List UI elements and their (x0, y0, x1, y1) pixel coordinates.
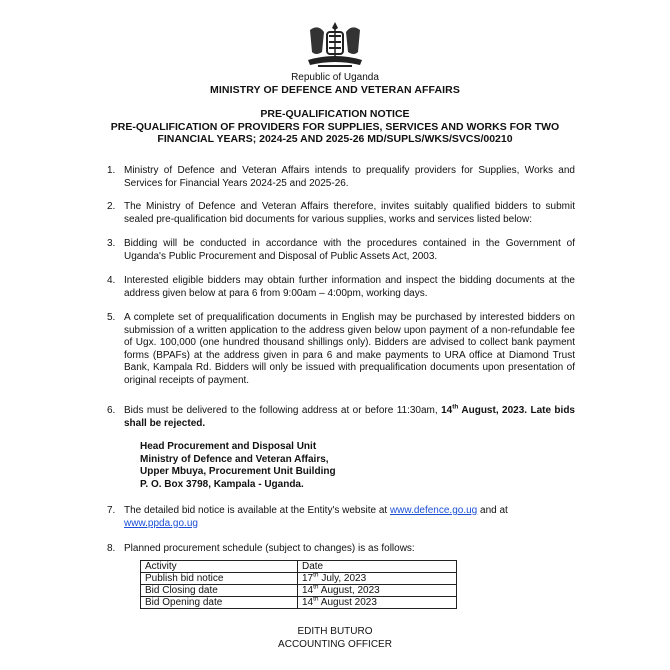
ppda-website-link[interactable]: www.ppda.go.ug (124, 517, 198, 529)
notice-title-line-1: PRE-QUALIFICATION NOTICE (260, 108, 410, 120)
deadline-day-suffix: th (452, 403, 459, 411)
item-text: Bidding will be conducted in accordance with the procedures contained in the Government of Uganda's Public Procurement and Disposal of Public Assets Act, 2003. (124, 238, 575, 262)
item-text (124, 405, 575, 430)
item-number: 6. (107, 405, 116, 416)
date-cell (298, 573, 457, 585)
date-day: 14 (302, 597, 314, 608)
signature-block (0, 626, 670, 651)
item-text: The Ministry of Defence and Veteran Affairs therefore, invites suitably qualified bidders to submit sealed pre-qualification bid documents for various supplies, works and services listed below: (124, 201, 575, 225)
column-header: Activity (141, 561, 298, 573)
list-item (100, 505, 575, 530)
delivery-address (140, 441, 336, 491)
list-item (100, 405, 575, 430)
date-suffix: th (313, 583, 319, 591)
date-suffix: th (313, 571, 319, 579)
item-text: A complete set of prequalification documents in English may be purchased by interested bidders on submission of a written application to the address given below upon payment of a non-refundable fee of Ugx. 100,000 (one hundred thousand shillings only). Bidders are advised to collect bank payment forms (BPAFs) at the address given in para 6 and make payments to URA office at Diamond Trust Bank, Kampala Rd. Bidders will only be issued with prequalification documents upon presentation of original receipts of payment. (124, 312, 575, 386)
notice-title-line-3: FINANCIAL YEARS; 2024-25 AND 2025-26 MD/SUPLS/WKS/SVCS/00210 (157, 133, 513, 145)
signatory-title: ACCOUNTING OFFICER (278, 638, 392, 650)
activity-cell: Bid Closing date (141, 585, 298, 597)
list-item (100, 201, 575, 226)
list-item (100, 275, 575, 300)
item-number: 1. (107, 165, 116, 176)
date-rest: August, 2023 (318, 585, 380, 596)
table-row (141, 573, 457, 585)
defence-website-link[interactable]: www.defence.go.ug (389, 505, 478, 516)
notice-title (110, 108, 560, 146)
table-header-row (141, 561, 457, 573)
date-day: 14 (302, 585, 314, 596)
date-rest: August 2023 (318, 597, 377, 608)
item-text-part: Bids must be delivered to the following address at or before 11:30am, (124, 405, 442, 416)
item-number: 7. (107, 505, 116, 516)
item-number: 5. (107, 312, 116, 323)
date-day: 17 (302, 573, 314, 584)
address-line: Upper Mbuya, Procurement Unit Building (140, 466, 336, 477)
date-cell (298, 597, 457, 609)
address-line: P. O. Box 3798, Kampala - Uganda. (140, 478, 304, 490)
table-row (141, 585, 457, 597)
item-number: 4. (107, 275, 116, 286)
activity-cell: Bid Opening date (141, 597, 298, 609)
activity-cell: Publish bid notice (141, 573, 298, 585)
republic-line: Republic of Uganda (291, 72, 379, 83)
item-number: 2. (107, 201, 116, 212)
list-item (100, 238, 575, 263)
date-rest: July, 2023 (318, 573, 367, 584)
item-number: 3. (107, 238, 116, 249)
procurement-schedule-table (140, 560, 457, 609)
deadline-rest: August, 2023. Late bids shall be rejected. (124, 405, 575, 429)
table-row (141, 597, 457, 609)
ministry-line: MINISTRY OF DEFENCE AND VETERAN AFFAIRS (210, 84, 460, 96)
column-header: Date (298, 561, 457, 573)
notice-title-line-2: PRE-QUALIFICATION OF PROVIDERS FOR SUPPLIES, SERVICES AND WORKS FOR TWO (110, 120, 560, 133)
item-text-part: and at (477, 505, 508, 516)
item-text: Ministry of Defence and Veteran Affairs intends to prequalify providers for Supplies, Works and Services for Financial Years 2024-25 and 2025-26. (124, 165, 575, 189)
item-text: Planned procurement schedule (subject to changes) is as follows: (124, 543, 415, 554)
list-item (100, 165, 575, 190)
signatory-name: EDITH BUTURO (297, 626, 373, 637)
address-line: Head Procurement and Disposal Unit (140, 441, 317, 452)
date-suffix: th (313, 595, 319, 603)
item-number: 8. (107, 543, 116, 554)
item-text-part: The detailed bid notice is available at the Entity's website at (124, 505, 390, 516)
item-text: Interested eligible bidders may obtain further information and inspect the bidding documents at the address given below at para 6 from 9:00am – 4:00pm, working days. (124, 275, 575, 299)
uganda-coat-of-arms-icon (300, 20, 370, 72)
deadline-day: 14 (441, 405, 453, 416)
list-item (100, 543, 575, 556)
letter-header (0, 72, 670, 96)
address-line: Ministry of Defence and Veteran Affairs, (140, 453, 329, 465)
date-cell (298, 585, 457, 597)
item-text (124, 505, 575, 530)
list-item (100, 312, 575, 387)
